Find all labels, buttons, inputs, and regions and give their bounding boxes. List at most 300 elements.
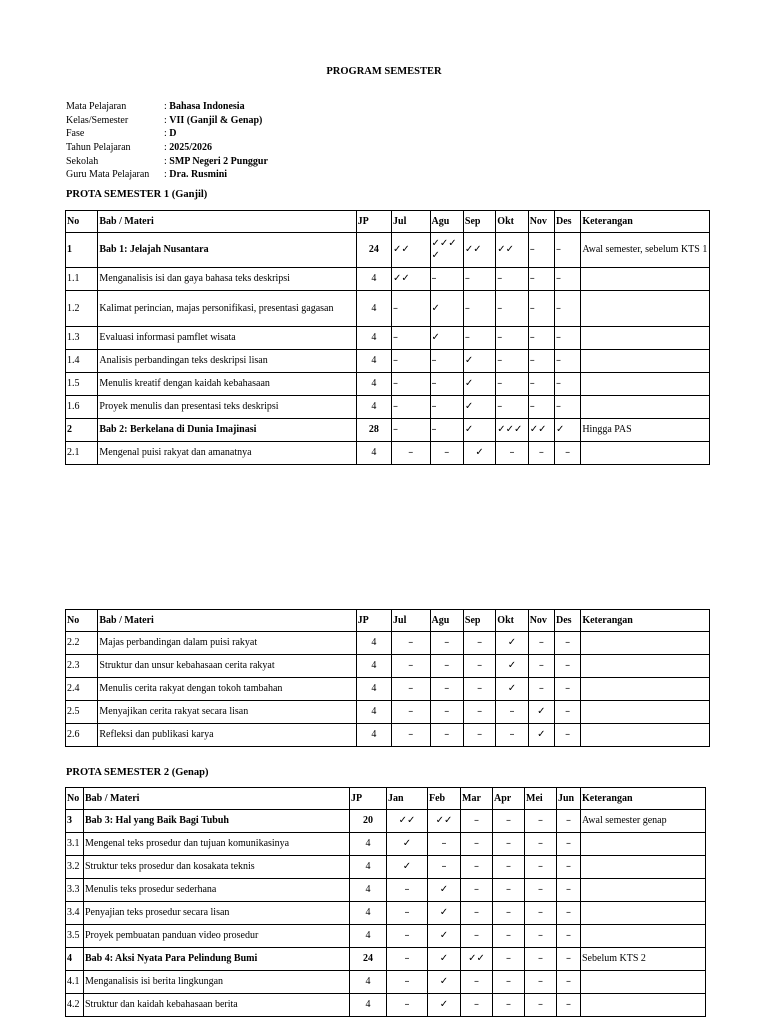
month-cell: – <box>430 678 463 701</box>
month-cell: – <box>493 971 525 994</box>
table-row <box>66 396 710 419</box>
month-cell: – <box>528 350 554 373</box>
table-row <box>66 971 706 994</box>
month-cell: – <box>463 327 495 350</box>
month-cell: – <box>528 396 554 419</box>
row-keterangan <box>581 925 706 948</box>
row-number: 4.1 <box>66 971 84 994</box>
row-materi: Menyajikan cerita rakyat secara lisan <box>98 701 356 724</box>
column-header: Agu <box>430 610 463 632</box>
month-cell: – <box>555 655 581 678</box>
month-cell: – <box>555 327 581 350</box>
row-materi: Struktur teks prosedur dan kosakata teknis <box>84 856 350 879</box>
row-keterangan <box>581 396 710 419</box>
identity-row <box>66 127 268 141</box>
row-jp: 4 <box>356 724 391 747</box>
month-cell: – <box>430 350 463 373</box>
identity-label: Mata Pelajaran <box>66 101 127 113</box>
month-cell: – <box>392 724 430 747</box>
row-materi: Bab 3: Hal yang Baik Bagi Tubuh <box>84 810 350 833</box>
column-header: Bab / Materi <box>98 211 356 233</box>
row-keterangan: Sebelum KTS 2 <box>581 948 706 971</box>
month-cell: – <box>463 291 495 327</box>
table-row <box>66 268 710 291</box>
row-keterangan <box>581 350 710 373</box>
column-header: Nov <box>528 610 554 632</box>
row-number: 1.3 <box>66 327 98 350</box>
identity-value: : SMP Negeri 2 Punggur <box>164 155 268 167</box>
month-cell: – <box>525 925 557 948</box>
month-cell: ✓ <box>528 724 554 747</box>
month-cell: – <box>461 879 493 902</box>
row-jp: 28 <box>356 419 391 442</box>
month-cell: – <box>392 701 430 724</box>
month-cell: ✓ <box>463 373 495 396</box>
semester-1-table <box>65 210 710 465</box>
month-cell: – <box>463 678 495 701</box>
row-number: 2.4 <box>66 678 98 701</box>
table-header-row <box>66 788 706 810</box>
table-row <box>66 373 710 396</box>
month-cell: – <box>461 810 493 833</box>
month-cell: ✓✓ <box>392 268 430 291</box>
row-materi: Menganalisis isi berita lingkungan <box>84 971 350 994</box>
row-materi: Menulis kreatif dengan kaidah kebahasaan <box>98 373 356 396</box>
month-cell: – <box>555 701 581 724</box>
month-cell: – <box>461 971 493 994</box>
row-jp: 4 <box>356 632 391 655</box>
row-number: 1.1 <box>66 268 98 291</box>
month-cell: – <box>528 327 554 350</box>
month-cell: – <box>461 925 493 948</box>
row-keterangan <box>581 678 710 701</box>
table-row <box>66 327 710 350</box>
month-cell: – <box>496 373 528 396</box>
row-keterangan <box>581 268 710 291</box>
month-cell: – <box>525 971 557 994</box>
month-cell: – <box>496 396 528 419</box>
month-cell: – <box>496 724 528 747</box>
month-cell: ✓✓ <box>387 810 428 833</box>
row-jp: 4 <box>356 701 391 724</box>
month-cell: – <box>430 655 463 678</box>
row-number: 4.2 <box>66 994 84 1017</box>
month-cell: – <box>430 701 463 724</box>
month-cell: – <box>555 373 581 396</box>
month-cell: ✓ <box>555 419 581 442</box>
month-cell: – <box>496 327 528 350</box>
month-cell: ✓ <box>428 994 461 1017</box>
row-number: 1 <box>66 233 98 268</box>
row-keterangan: Hingga PAS <box>581 419 710 442</box>
column-header: Bab / Materi <box>84 788 350 810</box>
month-cell: ✓ <box>430 327 463 350</box>
column-header: Des <box>555 211 581 233</box>
month-cell: – <box>555 396 581 419</box>
month-cell: ✓ <box>387 856 428 879</box>
month-cell: ✓✓ <box>463 233 495 268</box>
row-jp: 4 <box>350 879 387 902</box>
identity-label: Tahun Pelajaran <box>66 142 131 154</box>
table-row <box>66 994 706 1017</box>
month-cell: – <box>555 291 581 327</box>
row-jp: 4 <box>350 902 387 925</box>
month-cell: – <box>392 396 430 419</box>
month-cell: – <box>557 948 581 971</box>
month-cell: – <box>555 233 581 268</box>
identity-label: Sekolah <box>66 155 99 167</box>
row-number: 3 <box>66 810 84 833</box>
identity-row <box>66 114 268 128</box>
row-keterangan <box>581 971 706 994</box>
month-cell: ✓ <box>430 291 463 327</box>
table-row <box>66 291 710 327</box>
row-number: 3.1 <box>66 833 84 856</box>
month-cell: ✓✓ <box>392 233 430 268</box>
month-cell: – <box>493 856 525 879</box>
row-number: 2.1 <box>66 442 98 465</box>
month-cell: – <box>387 994 428 1017</box>
month-cell: – <box>496 701 528 724</box>
month-cell: – <box>392 442 430 465</box>
row-jp: 4 <box>356 327 391 350</box>
column-header: Apr <box>493 788 525 810</box>
row-jp: 4 <box>356 291 391 327</box>
column-header: Bab / Materi <box>98 610 356 632</box>
row-materi: Menulis cerita rakyat dengan tokoh tambahan <box>98 678 356 701</box>
column-header: Feb <box>428 788 461 810</box>
month-cell: – <box>430 373 463 396</box>
column-header: No <box>66 788 84 810</box>
column-header: Mar <box>461 788 493 810</box>
month-cell: ✓ <box>496 655 528 678</box>
month-cell: – <box>496 350 528 373</box>
row-jp: 20 <box>350 810 387 833</box>
month-cell: ✓ <box>463 396 495 419</box>
row-keterangan <box>581 833 706 856</box>
month-cell: ✓ <box>428 902 461 925</box>
month-cell: – <box>493 994 525 1017</box>
identity-label: Kelas/Semester <box>66 114 129 126</box>
month-cell: ✓ <box>528 701 554 724</box>
month-cell: – <box>392 678 430 701</box>
month-cell: – <box>528 373 554 396</box>
row-keterangan <box>581 373 710 396</box>
column-header: Keterangan <box>581 211 710 233</box>
month-cell: – <box>428 833 461 856</box>
row-materi: Mengenal teks prosedur dan tujuan komunikasinya <box>84 833 350 856</box>
month-cell: – <box>555 442 581 465</box>
month-cell: – <box>493 948 525 971</box>
identity-value: : D <box>164 128 177 140</box>
month-cell: – <box>496 268 528 291</box>
row-jp: 4 <box>356 373 391 396</box>
month-cell: – <box>528 268 554 291</box>
month-cell: – <box>387 902 428 925</box>
identity-label: Fase <box>66 128 85 140</box>
month-cell: – <box>461 994 493 1017</box>
month-cell: – <box>430 268 463 291</box>
row-keterangan <box>581 327 710 350</box>
month-cell: ✓ <box>496 678 528 701</box>
row-jp: 24 <box>350 948 387 971</box>
row-number: 2.6 <box>66 724 98 747</box>
month-cell: – <box>525 879 557 902</box>
table-row <box>66 701 710 724</box>
month-cell: ✓✓ <box>428 810 461 833</box>
row-number: 3.4 <box>66 902 84 925</box>
chapter-row <box>66 233 710 268</box>
month-cell: ✓✓✓ <box>496 419 528 442</box>
row-materi: Penyajian teks prosedur secara lisan <box>84 902 350 925</box>
row-jp: 4 <box>350 833 387 856</box>
table-row <box>66 678 710 701</box>
identity-value: : Bahasa Indonesia <box>164 101 245 113</box>
row-number: 2.3 <box>66 655 98 678</box>
row-keterangan <box>581 856 706 879</box>
month-cell: – <box>496 442 528 465</box>
row-materi: Evaluasi informasi pamflet wisata <box>98 327 356 350</box>
month-cell: – <box>525 994 557 1017</box>
month-cell: – <box>430 442 463 465</box>
identity-value: : 2025/2026 <box>164 142 213 154</box>
month-cell: – <box>387 879 428 902</box>
row-materi: Struktur dan kaidah kebahasaan berita <box>84 994 350 1017</box>
row-materi: Refleksi dan publikasi karya <box>98 724 356 747</box>
month-cell: ✓ <box>463 419 495 442</box>
month-cell: ✓ <box>428 925 461 948</box>
row-jp: 4 <box>356 268 391 291</box>
column-header: Nov <box>528 211 554 233</box>
row-number: 1.5 <box>66 373 98 396</box>
month-cell: – <box>528 291 554 327</box>
month-cell: – <box>557 856 581 879</box>
row-materi: Bab 1: Jelajah Nusantara <box>98 233 356 268</box>
row-keterangan <box>581 632 710 655</box>
column-header: Agu <box>430 211 463 233</box>
row-materi: Majas perbandingan dalam puisi rakyat <box>98 632 356 655</box>
month-cell: – <box>555 724 581 747</box>
row-keterangan <box>581 442 710 465</box>
month-cell: – <box>493 902 525 925</box>
row-jp: 4 <box>356 678 391 701</box>
month-cell: ✓✓ <box>528 419 554 442</box>
row-jp: 4 <box>350 994 387 1017</box>
month-cell: – <box>557 902 581 925</box>
month-cell: ✓ <box>463 350 495 373</box>
column-header: Keterangan <box>581 788 706 810</box>
column-header: No <box>66 610 98 632</box>
row-number: 3.3 <box>66 879 84 902</box>
row-materi: Proyek menulis dan presentasi teks deskripsi <box>98 396 356 419</box>
column-header: Des <box>555 610 581 632</box>
row-materi: Menulis teks prosedur sederhana <box>84 879 350 902</box>
month-cell: – <box>557 879 581 902</box>
month-cell: ✓ <box>428 971 461 994</box>
month-cell: – <box>392 655 430 678</box>
month-cell: – <box>557 925 581 948</box>
column-header: Sep <box>463 610 495 632</box>
row-jp: 4 <box>356 655 391 678</box>
row-number: 2.5 <box>66 701 98 724</box>
month-cell: – <box>392 350 430 373</box>
month-cell: – <box>428 856 461 879</box>
row-jp: 4 <box>350 971 387 994</box>
row-keterangan: Awal semester, sebelum KTS 1 <box>581 233 710 268</box>
table-row <box>66 902 706 925</box>
month-cell: – <box>463 724 495 747</box>
column-header: Jul <box>392 211 430 233</box>
row-keterangan <box>581 724 710 747</box>
month-cell: – <box>430 419 463 442</box>
table-header-row <box>66 610 710 632</box>
row-jp: 4 <box>356 442 391 465</box>
month-cell: – <box>557 994 581 1017</box>
column-header: Okt <box>496 211 528 233</box>
column-header: Mei <box>525 788 557 810</box>
table-row <box>66 879 706 902</box>
month-cell: – <box>387 948 428 971</box>
month-cell: – <box>555 678 581 701</box>
month-cell: – <box>430 632 463 655</box>
row-keterangan <box>581 701 710 724</box>
month-cell: – <box>557 833 581 856</box>
month-cell: – <box>555 632 581 655</box>
month-cell: ✓✓ <box>461 948 493 971</box>
table-row <box>66 833 706 856</box>
row-materi: Menganalisis isi dan gaya bahasa teks deskripsi <box>98 268 356 291</box>
month-cell: – <box>463 632 495 655</box>
identity-value: : Dra. Rusmini <box>164 169 228 181</box>
table-row <box>66 655 710 678</box>
identity-row <box>66 141 268 155</box>
row-jp: 4 <box>356 396 391 419</box>
month-cell: – <box>496 291 528 327</box>
row-materi: Bab 2: Berkelana di Dunia Imajinasi <box>98 419 356 442</box>
column-header: Jan <box>387 788 428 810</box>
month-cell: – <box>392 373 430 396</box>
table-row <box>66 632 710 655</box>
identity-label: Guru Mata Pelajaran <box>66 169 150 181</box>
month-cell: ✓ <box>463 442 495 465</box>
semester-2-table <box>65 787 706 1017</box>
column-header: JP <box>356 610 391 632</box>
semester-1-table-continued <box>65 609 710 747</box>
row-keterangan <box>581 291 710 327</box>
month-cell: – <box>493 833 525 856</box>
month-cell: – <box>463 655 495 678</box>
column-header: Jun <box>557 788 581 810</box>
chapter-row <box>66 948 706 971</box>
table-row <box>66 925 706 948</box>
month-cell: – <box>430 396 463 419</box>
row-jp: 4 <box>350 925 387 948</box>
month-cell: – <box>392 327 430 350</box>
month-cell: – <box>525 833 557 856</box>
column-header: Keterangan <box>581 610 710 632</box>
month-cell: – <box>557 971 581 994</box>
month-cell: ✓ <box>428 879 461 902</box>
month-cell: ✓ <box>428 948 461 971</box>
row-keterangan <box>581 902 706 925</box>
column-header: Sep <box>463 211 495 233</box>
table-header-row <box>66 211 710 233</box>
row-materi: Mengenal puisi rakyat dan amanatnya <box>98 442 356 465</box>
month-cell: ✓ <box>387 833 428 856</box>
table-row <box>66 724 710 747</box>
identity-row <box>66 154 268 168</box>
month-cell: – <box>525 810 557 833</box>
month-cell: ✓✓ <box>496 233 528 268</box>
month-cell: – <box>493 810 525 833</box>
month-cell: – <box>461 833 493 856</box>
row-keterangan <box>581 655 710 678</box>
row-number: 3.2 <box>66 856 84 879</box>
identity-block <box>66 100 268 182</box>
identity-row <box>66 100 268 114</box>
month-cell: – <box>528 678 554 701</box>
month-cell: – <box>555 268 581 291</box>
row-materi: Proyek pembuatan panduan video prosedur <box>84 925 350 948</box>
month-cell: – <box>463 268 495 291</box>
month-cell: – <box>461 856 493 879</box>
row-materi: Struktur dan unsur kebahasaan cerita rakyat <box>98 655 356 678</box>
table-row <box>66 350 710 373</box>
table-row <box>66 442 710 465</box>
row-jp: 4 <box>350 856 387 879</box>
column-header: JP <box>356 211 391 233</box>
row-keterangan <box>581 879 706 902</box>
month-cell: – <box>392 419 430 442</box>
column-header: Okt <box>496 610 528 632</box>
row-number: 1.4 <box>66 350 98 373</box>
month-cell: – <box>387 971 428 994</box>
row-number: 1.2 <box>66 291 98 327</box>
month-cell: – <box>525 902 557 925</box>
month-cell: ✓ <box>496 632 528 655</box>
row-number: 3.5 <box>66 925 84 948</box>
chapter-row <box>66 419 710 442</box>
row-materi: Kalimat perincian, majas personifikasi, presentasi gagasan <box>98 291 356 327</box>
month-cell: – <box>525 948 557 971</box>
row-keterangan: Awal semester genap <box>581 810 706 833</box>
month-cell: – <box>392 291 430 327</box>
month-cell: – <box>392 632 430 655</box>
month-cell: – <box>387 925 428 948</box>
row-number: 2 <box>66 419 98 442</box>
month-cell: – <box>463 701 495 724</box>
row-number: 1.6 <box>66 396 98 419</box>
semester-1-heading: PROTA SEMESTER 1 (Ganjil) <box>66 189 208 200</box>
semester-2-heading: PROTA SEMESTER 2 (Genap) <box>66 767 209 778</box>
month-cell: – <box>430 724 463 747</box>
row-materi: Analisis perbandingan teks deskripsi lisan <box>98 350 356 373</box>
month-cell: – <box>528 442 554 465</box>
chapter-row <box>66 810 706 833</box>
month-cell: – <box>525 856 557 879</box>
month-cell: – <box>493 925 525 948</box>
identity-value: : VII (Ganjil & Genap) <box>164 114 263 126</box>
column-header: Jul <box>392 610 430 632</box>
row-jp: 4 <box>356 350 391 373</box>
month-cell: ✓✓✓ ✓ <box>430 233 463 268</box>
month-cell: – <box>493 879 525 902</box>
month-cell: – <box>528 655 554 678</box>
row-keterangan <box>581 994 706 1017</box>
identity-row <box>66 168 268 182</box>
month-cell: – <box>528 632 554 655</box>
row-jp: 24 <box>356 233 391 268</box>
